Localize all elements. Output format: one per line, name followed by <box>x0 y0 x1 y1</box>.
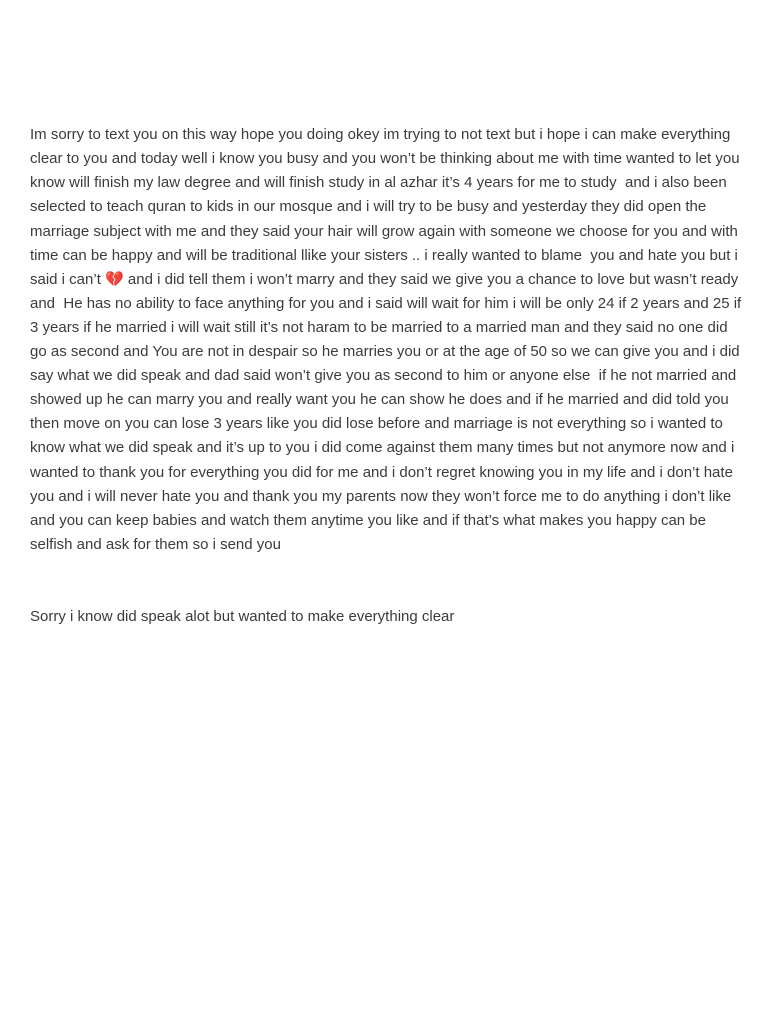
note-paragraph <box>30 123 746 557</box>
note-text: and i did tell them i won’t marry and they said we give you a chance to love but wasn’t ready and He has no ability to face anything for you and i said will wait for him i will be only 24 if 2 years and 25 if 3 years if he married i will wait still it’s not haram to be married to a married man and they said no one did go as second and You are not in despair so he marries you or at the age of 50 so we can give you and i did say what we did speak and dad said won’t give you as second to him or anyone else if he not married and showed up he can marry you and really want you he can show he does and if he married and did told you then move on you can lose 3 years like you did lose before and marriage is not everything so i wanted to know what we did speak and it’s up to you i did come against them many times but not anymore now and i wanted to thank you for everything you did for me and i don’t regret knowing you in my life and i don’t hate you and i will never hate you and thank you my parents now they won’t force me to do anything i don’t like and you can keep babies and watch them anytime you like and if that’s what makes you happy can be selfish and ask for them so i send you <box>30 270 746 553</box>
broken-heart-icon: 💔 <box>105 270 124 288</box>
note-body[interactable] <box>30 75 746 653</box>
note-paragraph: Sorry i know did speak alot but wanted to make everything clear <box>30 608 455 626</box>
note-text: Im sorry to text you on this way hope you doing okey im trying to not text but i hope i can make everything clear to you and today well i know you busy and you won’t be thinking about me with time wanted to let you know will finish my law degree and will finish study in al azhar it’s 4 years for me to study and i also been selected to teach quran to kids in our mosque and i will try to be busy and yesterday they did open the marriage subject with me and they said your hair will grow again with someone we choose for you and with time can be happy and will be traditional llike your sisters .. i really wanted to blame you and hate you but i said i can’t <box>30 126 744 288</box>
